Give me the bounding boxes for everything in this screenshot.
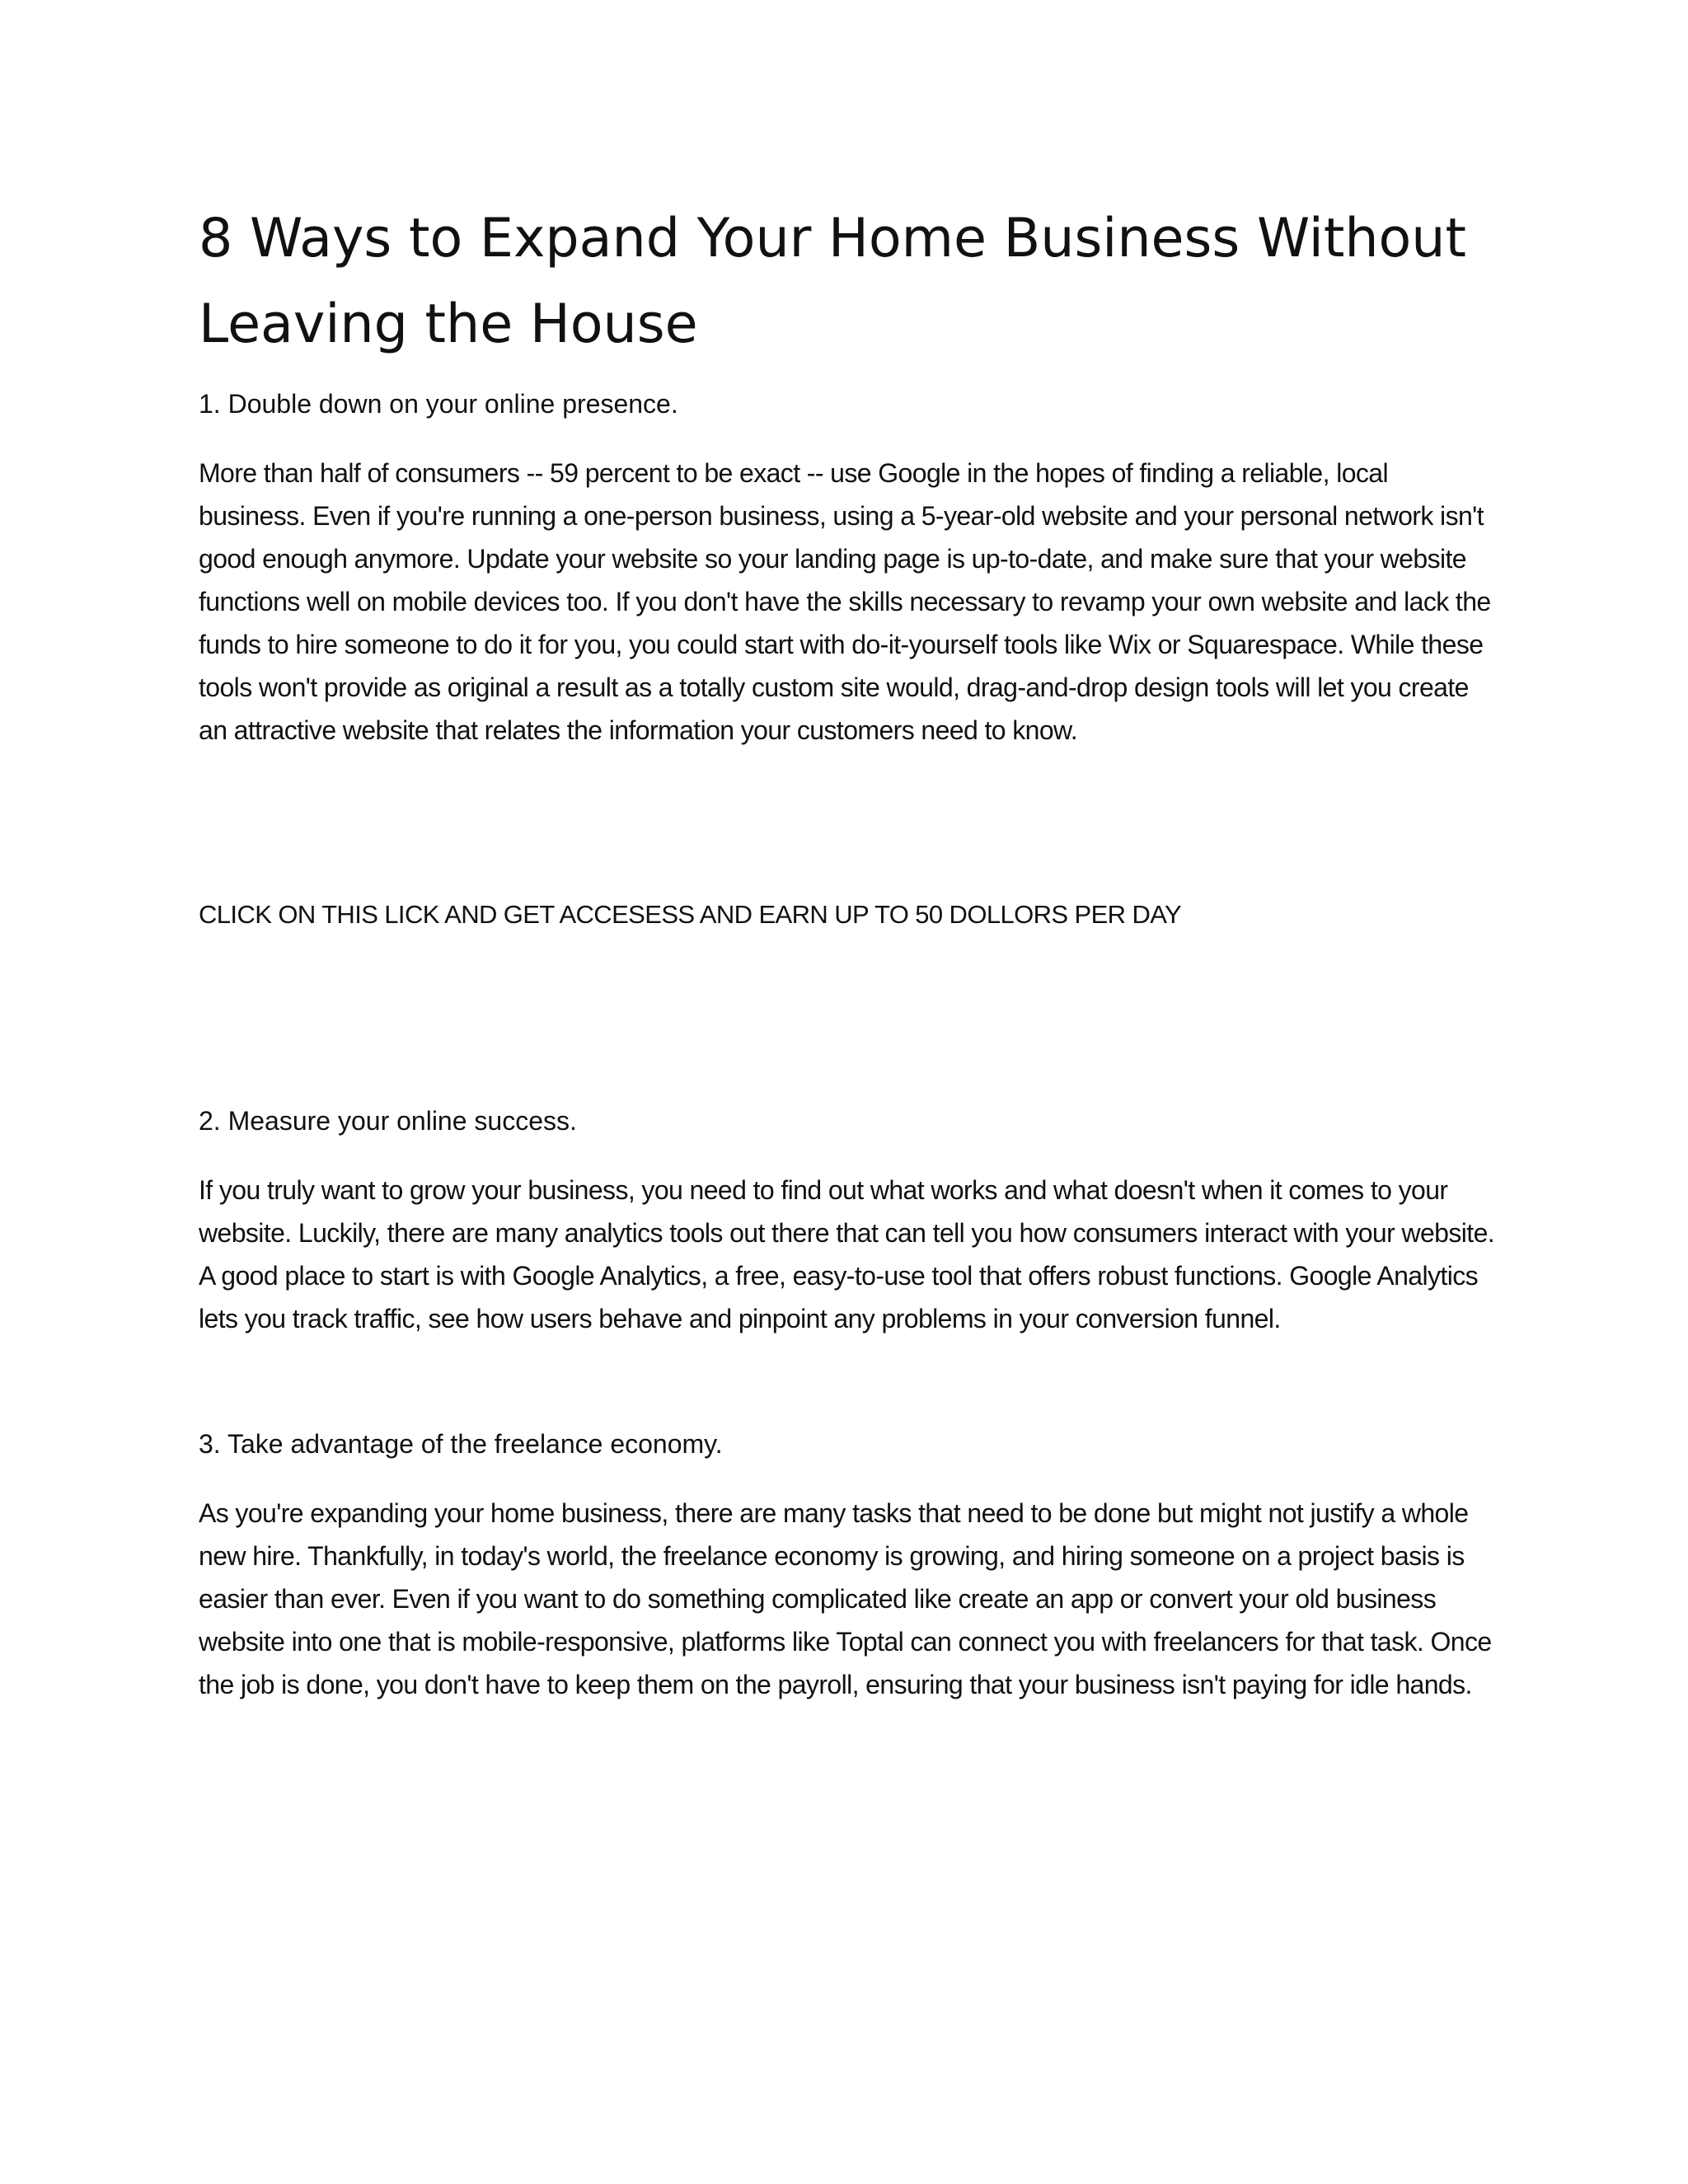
- document-content: [199, 196, 1501, 1706]
- promo-link-text[interactable]: CLICK ON THIS LICK AND GET ACCESESS AND EARN UP TO 50 DOLLORS PER DAY: [199, 900, 1182, 929]
- section-3-body: As you're expanding your home business, there are many tasks that need to be done but might not justify a whole new hire. Thankfully, in today's world, the freelance economy is growing, and hiring someone on a project basis is easier than ever. Even if you want to do something complicated like create an app or convert your old business website into one that is mobile-responsive, platforms like Toptal can connect you with freelancers for that task. Once the job is done, you don't have to keep them on the payroll, ensuring that your business isn't paying for idle hands.: [199, 1498, 1492, 1699]
- section-3-heading: 3. Take advantage of the freelance economy.: [199, 1429, 723, 1459]
- page-title: 8 Ways to Expand Your Home Business Without Leaving the House: [199, 208, 1466, 355]
- section-2-body: If you truly want to grow your business, you need to find out what works and what doesn't when it comes to your website. Luckily, there are many analytics tools out there that can tell you how consumers interact with your website. A good place to start is with Google Analytics, a free, easy-to-use tool that offers robust functions. Google Analytics lets you track traffic, see how users behave and pinpoint any problems in your conversion funnel.: [199, 1175, 1495, 1333]
- section-1-body: More than half of consumers -- 59 percent to be exact -- use Google in the hopes of finding a reliable, local business. Even if you're running a one-person business, using a 5-year-old website and your personal network isn't good enough anymore. Update your website so your landing page is up-to-date, and make sure that your website functions well on mobile devices too. If you don't have the skills necessary to revamp your own website and lack the funds to hire someone to do it for you, you could start with do-it-yourself tools like Wix or Squarespace. While these tools won't provide as original a result as a totally custom site would, drag-and-drop design tools will let you create an attractive website that relates the information your customers need to know.: [199, 458, 1491, 745]
- section-1-heading: 1. Double down on your online presence.: [199, 389, 678, 419]
- section-2-heading: 2. Measure your online success.: [199, 1106, 577, 1136]
